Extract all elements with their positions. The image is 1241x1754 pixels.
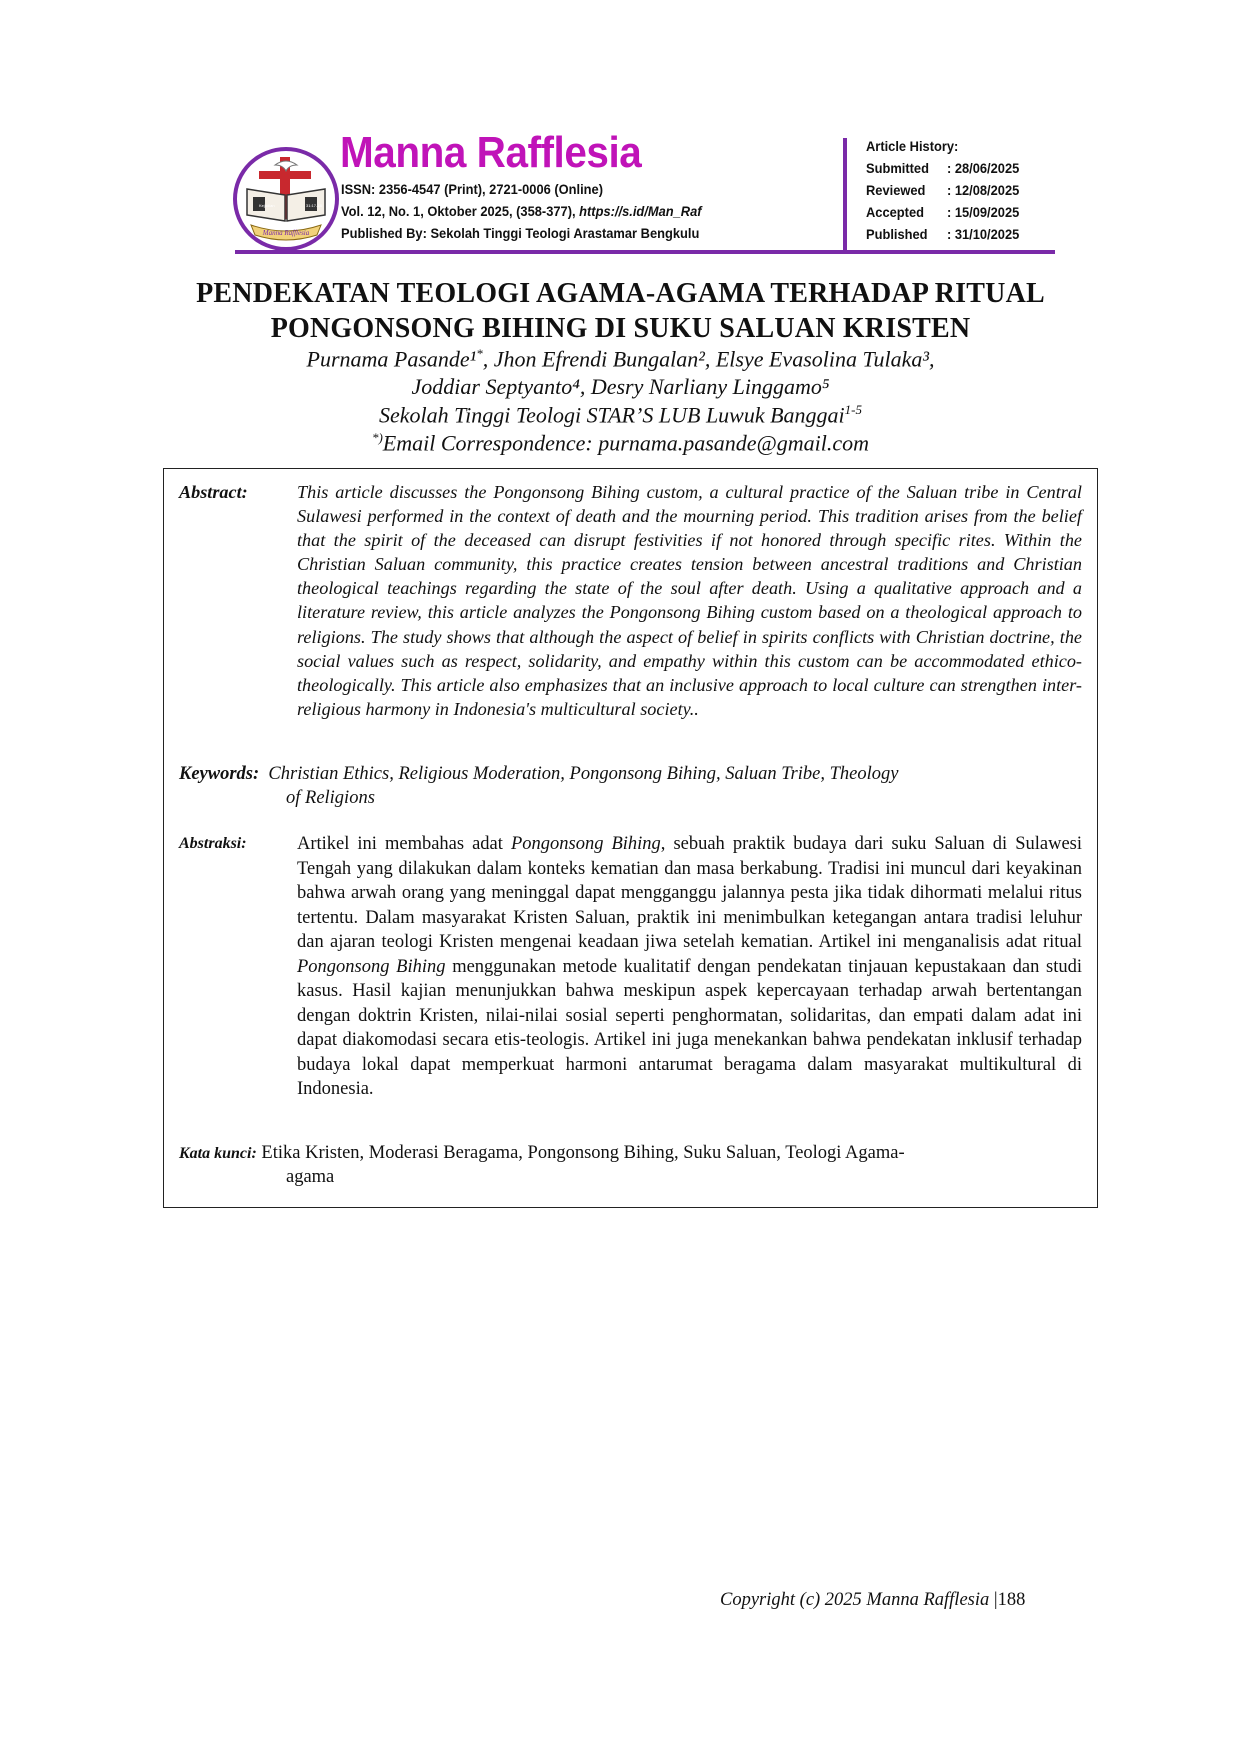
abstraksi-part: menggunakan metode kualitatif dengan pendekatan tinjauan kepustakaan dan studi kasus. Hasil kajian menunjukkan bahwa meskipun aspek kepercayaan terhadap arwah bertentangan dengan doktrin Kristen, nilai-nilai sosial seperti penghormatan, solidaritas, dan empati dalam adat ini dapat diakomodasi secara etis-teologis. Artikel ini juga menekankan bahwa pendekatan inklusif terhadap budaya lokal dapat memperkuat harmoni antarumat beragama dalam masyarakat multikultural di Indonesia. bbox=[297, 956, 1082, 1099]
history-value: : 28/06/2025 bbox=[946, 160, 1020, 176]
footer-separator: | bbox=[993, 1590, 998, 1610]
header-vertical-divider bbox=[843, 138, 847, 250]
history-label: Submitted bbox=[866, 160, 929, 176]
affiliation-sup: 1-5 bbox=[844, 402, 863, 417]
abstract-box bbox=[163, 468, 1098, 1208]
kata-kunci-text: Etika Kristen, Moderasi Beragama, Pongonsong Bihing, Suku Saluan, Teologi Agama- bbox=[261, 1143, 905, 1163]
abstraksi-emphasis: Pongonsong Bihing bbox=[510, 834, 661, 854]
journal-link[interactable]: https://s.id/Man_Raf bbox=[579, 203, 702, 219]
volume-line bbox=[341, 203, 702, 219]
history-row-submitted bbox=[866, 160, 1019, 176]
history-row-accepted bbox=[866, 204, 1019, 220]
history-label: Accepted bbox=[866, 204, 924, 220]
history-row-reviewed bbox=[866, 182, 1019, 198]
authors-line2: Joddiar Septyanto⁴, Desry Narliany Linggamo⁵ bbox=[411, 374, 830, 399]
history-label: Published bbox=[866, 226, 928, 242]
copyright-text: Copyright (c) 2025 Manna Rafflesia bbox=[720, 1590, 990, 1610]
history-value: : 31/10/2025 bbox=[946, 226, 1020, 242]
logo-emblem-icon bbox=[237, 151, 335, 247]
corresponding-mark: * bbox=[476, 346, 483, 361]
article-title-line1: PENDEKATAN TEOLOGI AGAMA-AGAMA TERHADAP RITUAL bbox=[196, 278, 1045, 309]
keywords-line2: of Religions bbox=[286, 788, 375, 808]
svg-text:Manna Rafflesia: Manna Rafflesia bbox=[262, 229, 310, 237]
page-number: 188 bbox=[997, 1590, 1026, 1610]
abstraksi-text bbox=[297, 832, 1082, 1102]
abstract-text: This article discusses the Pongonsong Bihing custom, a cultural practice of the Saluan tribe in Central Sulawesi performed in the context of death and the mourning period. This tradition arises from the belief that the spirit of the deceased can disrupt festivities if not honored through specific rites. Within the Christian Saluan community, this practice creates tension between ancestral traditions and Christian theological teachings regarding the state of the soul after death. Using a qualitative approach and a literature review, this article analyzes the Pongonsong Bihing custom based on a theological approach to religions. The study shows that although the aspect of belief in spirits conflicts with Christian doctrine, the social values such as respect, solidarity, and empathy within this custom can be accommodated ethico-theologically. This article also emphasizes that an inclusive approach to local culture can strengthen inter-religious harmony in Indonesia's multicultural society.. bbox=[297, 482, 1082, 719]
keywords-label: Keywords: bbox=[179, 764, 260, 784]
page-footer bbox=[720, 1590, 1025, 1611]
kata-kunci-label: Kata kunci: bbox=[179, 1145, 257, 1162]
journal-name: Manna Rafflesia bbox=[340, 128, 642, 177]
abstraksi-label: Abstraksi: bbox=[179, 835, 247, 852]
history-value: : 15/09/2025 bbox=[946, 204, 1020, 220]
keywords-line1 bbox=[179, 762, 898, 787]
keywords-text: Christian Ethics, Religious Moderation, Pongonsong Bihing, Saluan Tribe, Theology bbox=[268, 764, 899, 784]
affiliation bbox=[0, 402, 1241, 428]
kata-kunci-line2: agama bbox=[286, 1167, 335, 1187]
abstract-label: Abstract: bbox=[179, 482, 248, 502]
email-text[interactable]: Email Correspondence: purnama.pasande@gmail.com bbox=[382, 430, 870, 456]
history-label: Reviewed bbox=[866, 182, 926, 198]
volume-text: Vol. 12, No. 1, Oktober 2025, (358-377), bbox=[341, 203, 580, 219]
publisher-line: Published By: Sekolah Tinggi Teologi Arastamar Bengkulu bbox=[341, 225, 700, 241]
history-row-published bbox=[866, 226, 1019, 242]
email-mark: *) bbox=[371, 430, 383, 445]
authors-line1 bbox=[0, 346, 1241, 372]
kata-kunci-line1 bbox=[179, 1141, 905, 1167]
affiliation-text: Sekolah Tinggi Teologi STAR’S LUB Luwuk Banggai bbox=[378, 402, 845, 428]
history-value: : 12/08/2025 bbox=[946, 182, 1020, 198]
abstraksi-part: Artikel ini membahas adat bbox=[297, 834, 511, 854]
article-title-line2: PONGONSONG BIHING DI SUKU SALUAN KRISTEN bbox=[270, 313, 971, 344]
abstraksi-part: , sebuah praktik budaya dari suku Saluan di Sulawesi Tengah yang dilakukan dalam konteks kematian dan masa berkabung. Tradisi ini muncul dari keyakinan bahwa arwah orang yang meninggal dapat mengganggu jalannya pesta jika tidak dihormati melalui ritus tertentu. Dalam masyarakat Kristen Saluan, praktik ini menimbulkan ketegangan antara tradisi leluhur dan ajaran teologi Kristen mengenai keadaan jiwa setelah kematian. Artikel ini menganalisis adat ritual bbox=[297, 834, 1083, 952]
abstraksi-emphasis: Pongonsong Bihing bbox=[297, 956, 446, 977]
journal-logo bbox=[233, 147, 339, 251]
author-first: Purnama Pasande¹ bbox=[306, 346, 477, 372]
header-horizontal-divider bbox=[235, 250, 1055, 254]
issn-line: ISSN: 2356-4547 (Print), 2721-0006 (Online) bbox=[341, 181, 604, 197]
email-line bbox=[0, 430, 1241, 456]
svg-text:31:17-18: 31:17-18 bbox=[306, 203, 322, 208]
article-history-title: Article History: bbox=[866, 138, 959, 154]
svg-text:Kejadian: Kejadian bbox=[259, 203, 275, 208]
authors-rest: , Jhon Efrendi Bungalan², Elsye Evasolina Tulaka³, bbox=[482, 346, 935, 372]
